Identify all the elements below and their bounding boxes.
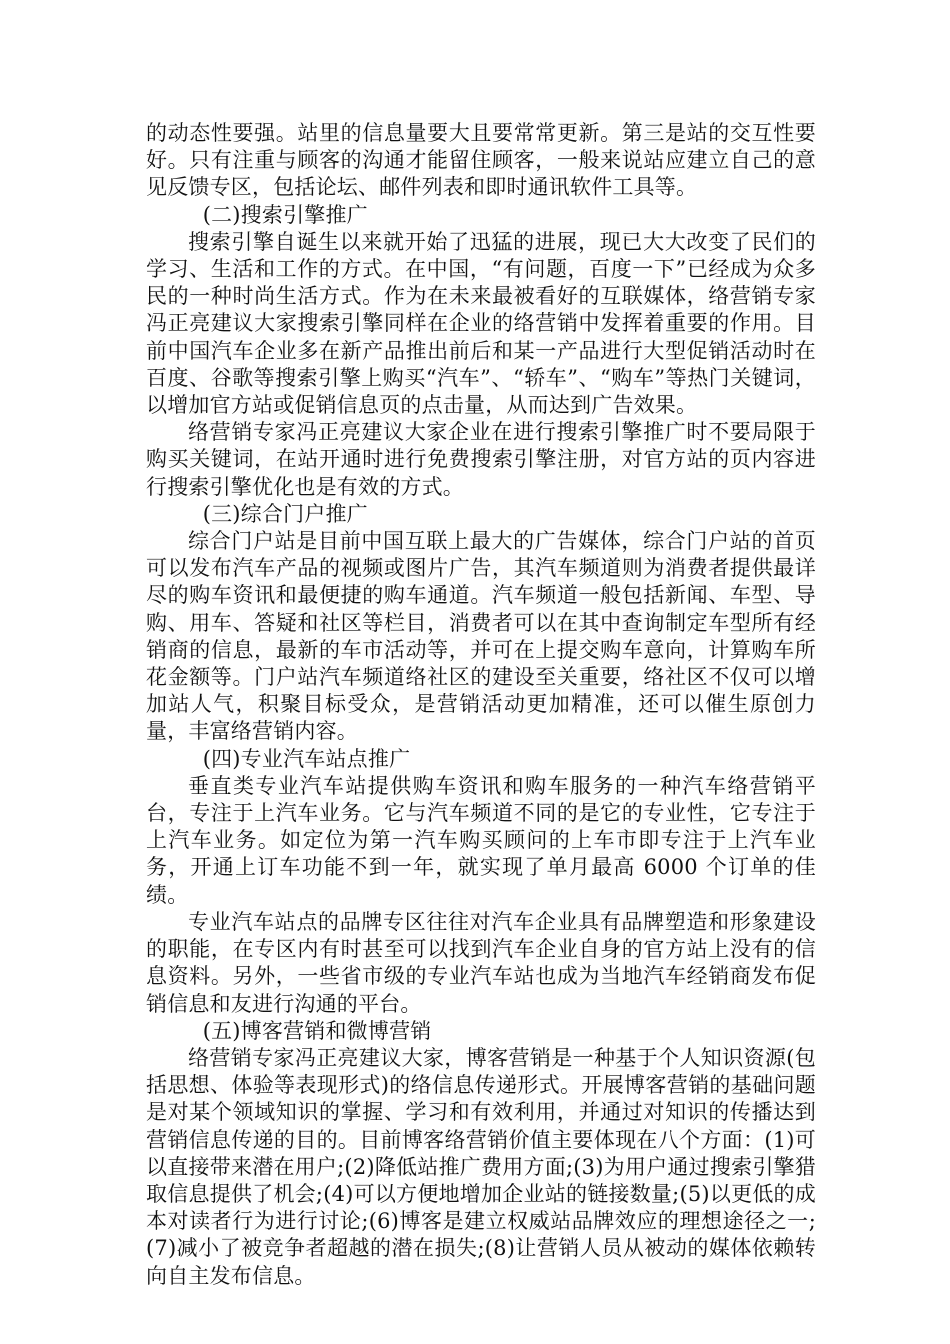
section-heading-auto-sites: (四)专业汽车站点推广 bbox=[202, 746, 411, 771]
section-heading-search-engine: (二)搜索引擎推广 bbox=[202, 202, 368, 227]
paragraph-blog-marketing: 络营销专家冯正亮建议大家，博客营销是一种基于个人知识资源(包括思想、体验等表现形式)的络信息传递形式。开展博客营销的基础问题是对某个领域知识的掌握、学习和有效利用，并通过对知识的传播达到营销信息传递的目的。目前博客络营销价值主要体现在八个方面：(1)可以直接带来潜在用户;(2)降低站推广费用方面;(3)为用户通过搜索引擎猎取信息提供了机会;(4)可以方便地增加企业站的链接数量;(5)以更低的成本对读者行为进行讨论;(6)博客是建立权威站品牌效应的理想途径之一;(7)减小了被竞争者超越的潜在损失;(8)让营销人员从被动的媒体依赖转向自主发布信息。 bbox=[146, 1045, 816, 1288]
paragraph-auto-sites-brand-zone: 专业汽车站点的品牌专区往往对汽车企业具有品牌塑造和形象建设的职能，在专区内有时甚至可以找到汽车企业自身的官方站上没有的信息资料。另外，一些省市级的专业汽车站也成为当地汽车经销商发布促销信息和友进行沟通的平台。 bbox=[146, 909, 816, 1016]
paragraph-search-engine-advice: 络营销专家冯正亮建议大家企业在进行搜索引擎推广时不要局限于购买关键词，在站开通时进行免费搜索引擎注册，对官方站的页内容进行搜索引擎优化也是有效的方式。 bbox=[146, 420, 816, 499]
document-body bbox=[146, 120, 816, 1290]
paragraph-portal: 综合门户站是目前中国互联上最大的广告媒体，综合门户站的首页可以发布汽车产品的视频或图片广告，其汽车频道则为消费者提供最详尽的购车资讯和最便捷的购车通道。汽车频道一般包括新闻、车型、导购、用车、答疑和社区等栏目，消费者可以在其中查询制定车型所有经销商的信息，最新的车市活动等，并可在上提交购车意向，计算购车所花金额等。门户站汽车频道络社区的建设至关重要，络社区不仅可以增加站人气，积聚目标受众，是营销活动更加精准，还可以催生原创力量，丰富络营销内容。 bbox=[146, 529, 816, 744]
section-heading-blog-weibo: (五)博客营销和微博营销 bbox=[202, 1018, 432, 1043]
section-heading-portal: (三)综合门户推广 bbox=[202, 501, 368, 526]
paragraph-auto-sites-vertical: 垂直类专业汽车站提供购车资讯和购车服务的一种汽车络营销平台，专注于上汽车业务。它与汽车频道不同的是它的专业性，它专注于上汽车业务。如定位为第一汽车购买顾问的上车市即专注于上汽车业务，开通上订车功能不到一年，就实现了单月最高 6000 个订单的佳绩。 bbox=[146, 773, 816, 907]
paragraph-search-engine-intro: 搜索引擎自诞生以来就开始了迅猛的进展，现已大大改变了民们的学习、生活和工作的方式。在中国，“有问题，百度一下”已经成为众多民的一种时尚生活方式。作为在未来最被看好的互联媒体，络营销专家冯正亮建议大家搜索引擎同样在企业的络营销中发挥着重要的作用。目前中国汽车企业多在新产品推出前后和某一产品进行大型促销活动时在百度、谷歌等搜索引擎上购买“汽车”、“轿车”、“购车”等热门关键词，以增加官方站或促销信息页的点击量，从而达到广告效果。 bbox=[146, 229, 816, 418]
paragraph-continuation: 的动态性要强。站里的信息量要大且要常常更新。第三是站的交互性要好。只有注重与顾客的沟通才能留住顾客，一般来说站应建立自己的意见反馈专区，包括论坛、邮件列表和即时通讯软件工具等。 bbox=[146, 121, 816, 200]
